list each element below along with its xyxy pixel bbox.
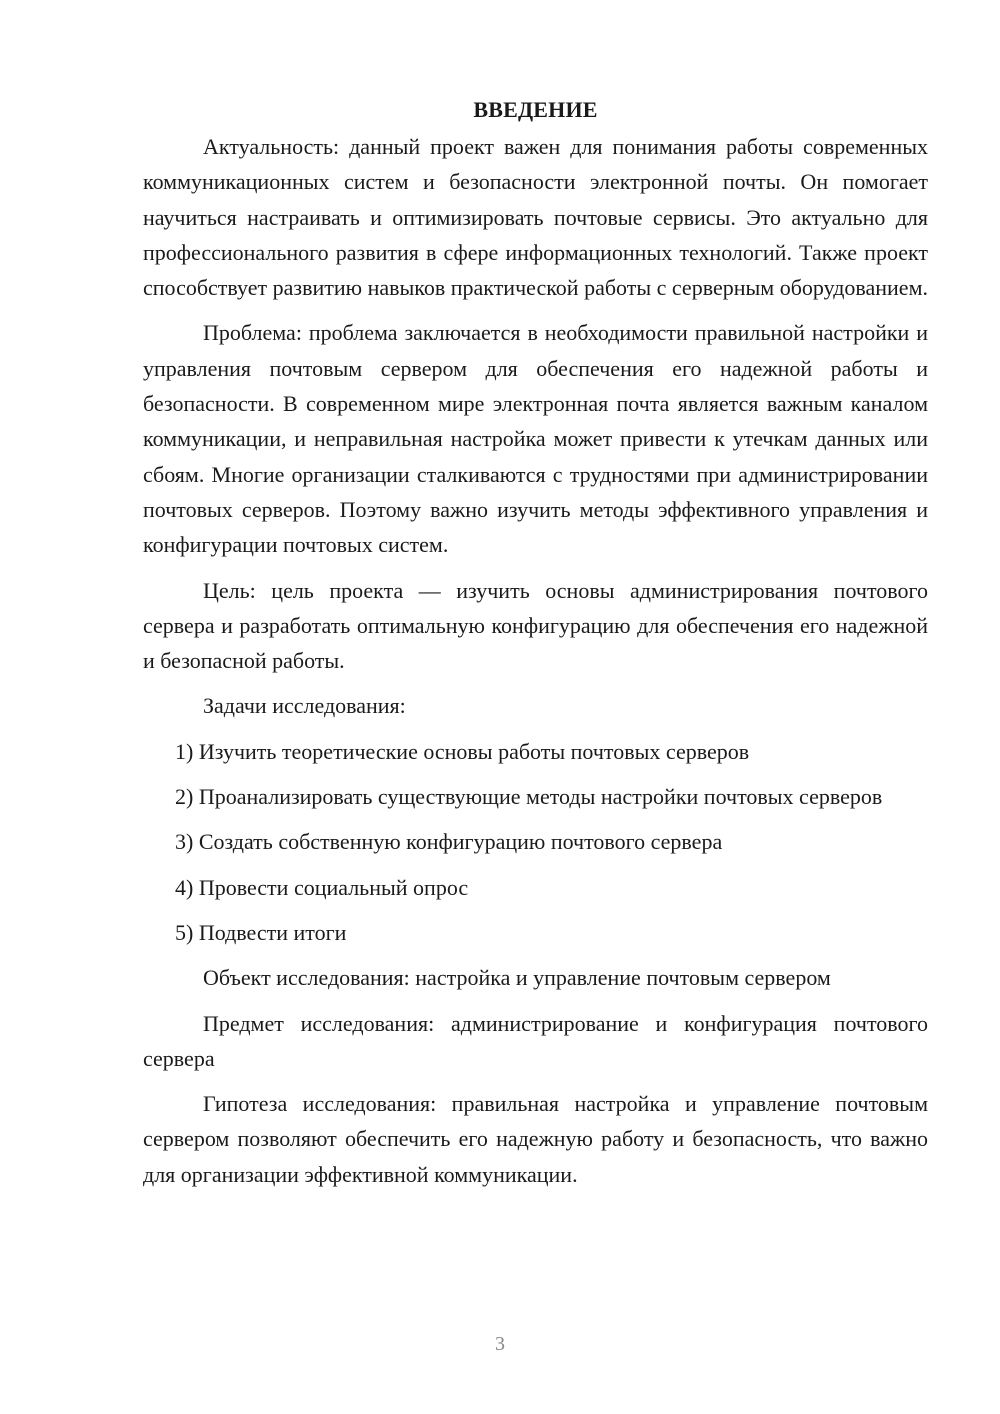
problem-paragraph: Проблема: проблема заключается в необходимости правильной настройки и управления почтовым сервером для обеспечения его надежной работы и безопасности. В современном мире электронная почта является важным каналом коммуникации, и неправильная настройка может привести к утечкам данных или сбоям. Многие организации сталкиваются с трудностями при администрировании почтовых серверов. Поэтому важно изучить методы эффективного управления и конфигурации почтовых систем. bbox=[143, 320, 928, 558]
task-item-2: 2) Проанализировать существующие методы настройки почтовых серверов bbox=[175, 784, 883, 810]
task-item-5: 5) Подвести итоги bbox=[175, 919, 347, 945]
task-item-1: 1) Изучить теоретические основы работы почтовых серверов bbox=[175, 738, 750, 764]
goal-paragraph: Цель: цель проекта — изучить основы администрирования почтового сервера и разработать оптимальную конфигурацию для обеспечения его надежной и безопасной работы. bbox=[143, 577, 928, 674]
page-number: 3 bbox=[495, 1333, 505, 1355]
page-title: ВВЕДЕНИЕ bbox=[473, 97, 598, 122]
object-paragraph: Объект исследования: настройка и управление почтовым сервером bbox=[203, 965, 831, 991]
tasks-heading: Задачи исследования: bbox=[203, 693, 406, 719]
hypothesis-paragraph: Гипотеза исследования: правильная настройка и управление почтовым сервером позволяют обеспечить его надежную работу и безопасность, что важно для организации эффективной коммуникации. bbox=[143, 1091, 928, 1187]
task-item-3: 3) Создать собственную конфигурацию почтового сервера bbox=[175, 829, 723, 855]
subject-paragraph: Предмет исследования: администрирование и конфигурация почтового сервера bbox=[143, 1010, 928, 1071]
relevance-paragraph: Актуальность: данный проект важен для понимания работы современных коммуникационных систем и безопасности электронной почты. Он помогает научиться настраивать и оптимизировать почтовые сервисы. Это актуально для профессионального развития в сфере информационных технологий. Также проект способствует развитию навыков практической работы с серверным оборудованием. bbox=[143, 134, 928, 301]
document-page bbox=[143, 92, 928, 1352]
task-item-4: 4) Провести социальный опрос bbox=[175, 874, 469, 900]
